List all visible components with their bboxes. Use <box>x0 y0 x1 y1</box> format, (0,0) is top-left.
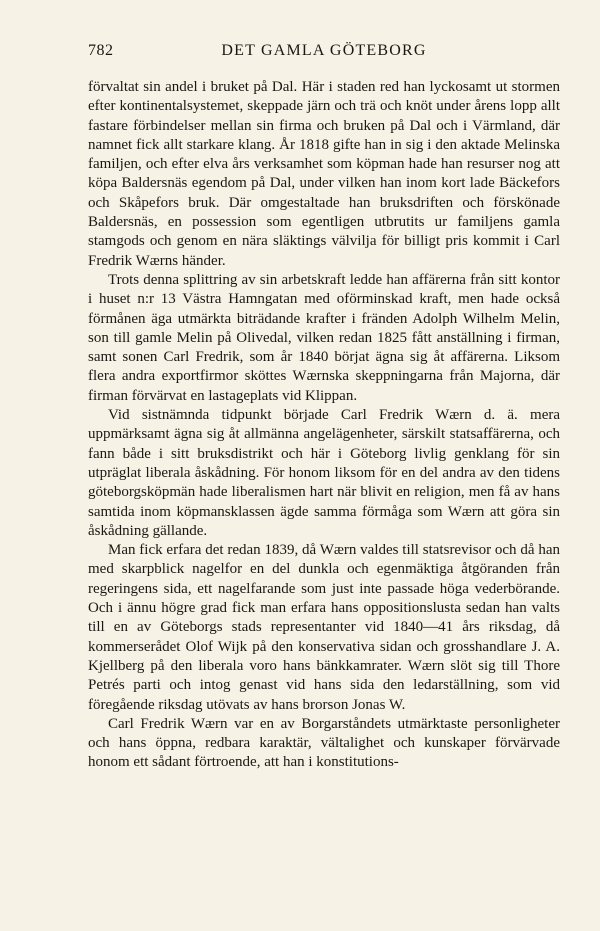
book-page <box>88 42 560 773</box>
body-text <box>88 78 560 773</box>
paragraph: förvaltat sin andel i bruket på Dal. Här i staden red han lyckosamt ut stormen efter kontinentalsystemet, skeppade järn och trä och knöt under årens lopp allt fastare förbindelser mellan sin firma och bruken på Dal och i Värmland, där namnet fick allt starkare klang. År 1818 gifte han in sig i den aktade Melinska familjen, och efter elva års verksamhet som köpman hade han resurser nog att köpa Baldersnäs egendom på Dal, under vilken han inom kort lade Bäckefors och Skåpefors bruk. Där omgestaltade han bruksdriften och förskönade Baldersnäs, en possession som egentligen utbrutits ur familjens gamla stamgods och genom en nära släktings välvilja för billigt pris kommit i Carl Fredrik Wærns händer. <box>88 79 560 269</box>
paragraph: Carl Fredrik Wærn var en av Borgarståndets utmärktaste personligheter och hans öppna, redbara karaktär, vältalighet och kunskaper förvärvade honom ett sådant förtroende, att han i konstitutions- <box>88 715 560 771</box>
page-header <box>88 42 560 66</box>
paragraph: Vid sistnämnda tidpunkt började Carl Fredrik Wærn d. ä. mera uppmärksamt ägna sig åt allmänna angelägenheter, särskilt statsaffärerna, och fann både i sitt bruksdistrikt och här i Göteborg livlig genklang för sin utpräglat liberala åskådning. För honom liksom för en del andra av den tidens göteborgsköpmän hade liberalismen hart när blivit en religion, men få av hans samtida inom köpmansklassen ägde samma förmåga som Wærn att göra sin åskådning gällande. <box>88 407 560 539</box>
page-number: 782 <box>88 42 114 59</box>
paragraph: Man fick erfara det redan 1839, då Wærn valdes till statsrevisor och då han med skarpblick nagelfor en del dunkla och egenmäktiga åtgöranden från regeringens sida, ett nagelfarande som just inte passade höga vederbörande. Och i ännu högre grad fick man erfara hans oppositionslusta sedan han valts till en av Göteborgs stads representanter vid 1840—41 års riksdag, då kommerserådet Olof Wijk på den konservativa sidan och grosshandlare J. A. Kjellberg på den liberala voro hans bänkkamrater. Wærn slöt sig till Thore Petrés parti och intog genast vid hans sida den ledarställning, som vid föregående riksdag utövats av hans brorson Jonas W. <box>88 542 560 713</box>
running-title: DET GAMLA GÖTEBORG <box>221 42 427 59</box>
paragraph: Trots denna splittring av sin arbetskraft ledde han affärerna från sitt kontor i huset n:r 13 Västra Hamngatan med oförminskad kraft, men hade också förmånen äga utmärkta biträdande krafter i fränden Adolph Wilhelm Melin, son till gamle Melin på Olivedal, vilken redan 1825 fått anställning i firman, samt sonen Carl Fredrik, som år 1840 börjat ägna sig åt affärerna. Liksom flera andra exportfirmor sköttes Wærnska skeppningarna från Majorna, där firman förvärvat en lastageplats vid Klippan. <box>88 271 560 404</box>
